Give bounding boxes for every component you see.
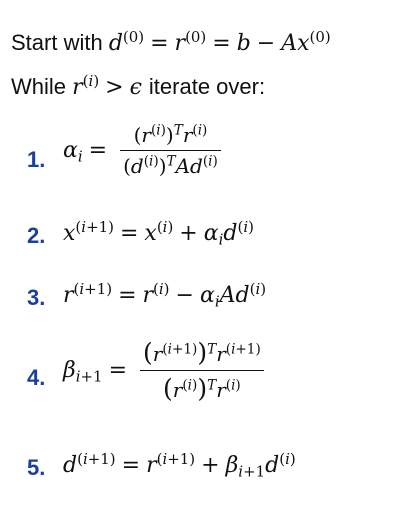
iterate-text: iterate over: — [148, 74, 266, 99]
step-4-fraction: $\frac{(r^{(i+1)})^Tr^{(i+1)}}{(r^{(i)})^Tr^{(i)}}$ — [140, 338, 264, 403]
step-5-formula: $d^{(i+1)} = r^{(i+1)} + \beta_{i+1}d^{(i)}$ — [63, 449, 296, 481]
step-2-number: 2. — [27, 223, 46, 248]
init-formula: $d^{(0)} = r^{(0)} = b - Ax^{(0)}$ — [108, 27, 331, 56]
step-3-number: 3. — [27, 285, 46, 310]
step-5-number: 5. — [27, 455, 46, 480]
init-line — [11, 27, 331, 56]
step-1-fraction: $\frac{(r^{(i)})^Tr^{(i)}}{(d^{(i)})^TAd^{(i)}}$ — [120, 123, 221, 178]
step-4-formula: $\beta_{i+1}$ = $\frac{(r^{(i+1)})^Tr^{(i+1)}}{(r^{(i)})^Tr^{(i)}}$ — [63, 338, 264, 403]
loop-condition-formula: $r^{(i)} > \epsilon$ — [72, 71, 142, 100]
loop-condition-line — [11, 71, 266, 100]
init-text: Start with — [11, 30, 103, 55]
step-3-formula: $r^{(i+1)} = r^{(i)} - \alpha_iAd^{(i)}$ — [63, 279, 267, 311]
step-1-number: 1. — [27, 147, 46, 172]
step-4-number: 4. — [27, 365, 46, 390]
step-1-formula: $\alpha_i$ = $\frac{(r^{(i)})^Tr^{(i)}}{(d^{(i)})^TAd^{(i)}}$ — [63, 123, 221, 178]
while-text: While — [11, 74, 67, 99]
step-2-formula: $x^{(i+1)} = x^{(i)} + \alpha_id^{(i)}$ — [63, 217, 254, 249]
